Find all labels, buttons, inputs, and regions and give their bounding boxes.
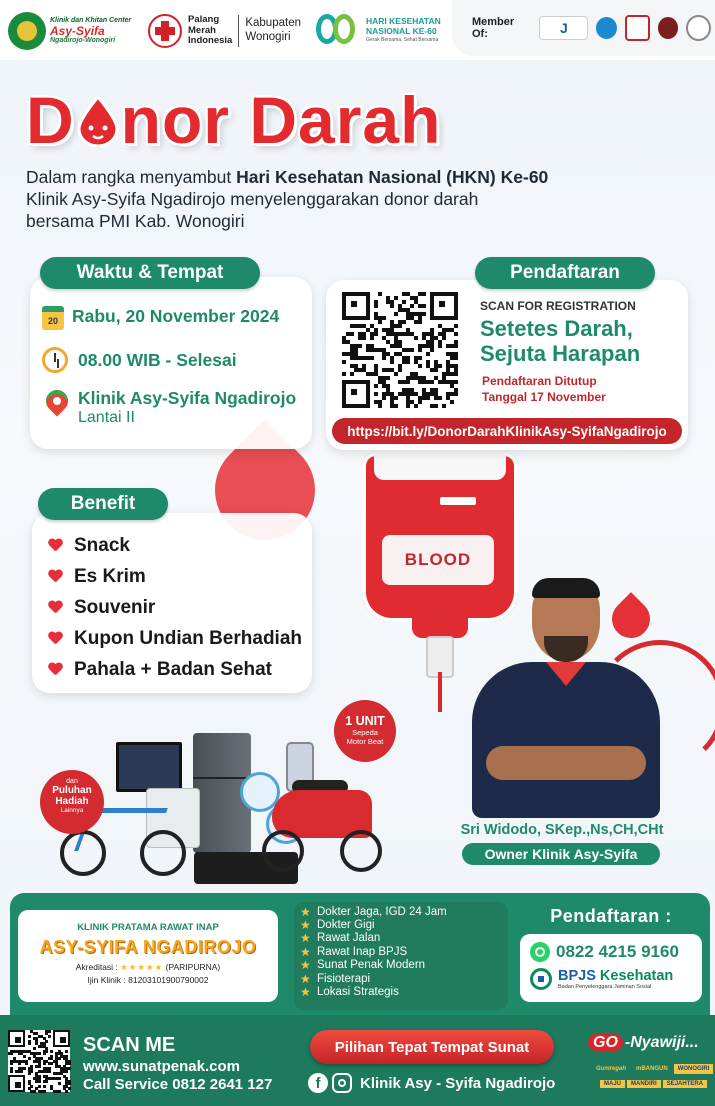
- bpjs-logo: [530, 968, 673, 990]
- divider: [238, 15, 239, 47]
- header-bar: [0, 0, 715, 60]
- gony-tag: SEJAHTERA: [663, 1080, 707, 1088]
- heart-icon: [48, 601, 62, 614]
- service-label: Dokter Gigi: [317, 919, 375, 932]
- hkn-60-logo: [316, 12, 441, 48]
- title-part1: D: [26, 83, 75, 157]
- calendar-icon: 20: [42, 306, 64, 330]
- television-prize-icon: [116, 742, 182, 792]
- benefit-heading: Benefit: [38, 488, 168, 520]
- time-row: [42, 347, 237, 373]
- list-item: [300, 932, 508, 945]
- star-icon: ★: [300, 958, 311, 973]
- klinik-logo-line1: Klinik dan Khitan Center: [50, 17, 132, 25]
- bpjs-icon: [530, 968, 552, 990]
- blood-tube-line: [438, 672, 442, 712]
- scan-me-label: SCAN ME: [83, 1034, 176, 1056]
- list-item: [300, 945, 508, 958]
- hkn-60-icon: [316, 12, 360, 48]
- instagram-icon: [332, 1073, 352, 1093]
- event-date: Rabu, 20 November 2024: [72, 306, 280, 326]
- motorbike-wheel-icon: [340, 830, 382, 872]
- service-label: Lokasi Strategis: [317, 986, 399, 999]
- alarm-clock-icon: [42, 347, 68, 373]
- unit-badge-line3: Motor Beat: [346, 737, 384, 746]
- list-item: [300, 972, 508, 985]
- event-floor: Lantai II: [78, 409, 135, 426]
- clinic-name-card: [18, 910, 278, 1002]
- benefit-label: Kupon Undian Berhadiah: [74, 627, 302, 649]
- heart-icon: [48, 570, 62, 583]
- nyawiji-label: -Nyawiji...: [624, 1034, 699, 1051]
- list-item: [48, 530, 302, 561]
- list-item: [300, 918, 508, 931]
- clinic-name: ASY-SYIFA NGADIROJO: [39, 937, 257, 957]
- service-label: Rawat Jalan: [317, 932, 381, 945]
- klinik-emblem-icon: [8, 12, 46, 50]
- blood-bag-neck: [412, 618, 468, 638]
- klinik-logo-line2: Asy-Syifa: [50, 23, 105, 38]
- footer-pendaftaran-title: Pendaftaran :: [550, 906, 672, 926]
- intro-text: [26, 166, 626, 232]
- puluhan-line3: Hadiah: [55, 796, 89, 807]
- service-label: Sunat Penak Modern: [317, 959, 426, 972]
- gony-tags: [600, 1080, 709, 1088]
- clinic-accreditation: [18, 962, 278, 973]
- star-icon: ★: [300, 918, 311, 933]
- gony-tag: MAJU: [600, 1080, 625, 1088]
- whatsapp-contact[interactable]: [530, 942, 679, 962]
- star-icon: ★: [300, 944, 311, 959]
- intro-line1-pre: Dalam rangka menyambut: [26, 167, 237, 187]
- star-icon: ★: [300, 931, 311, 946]
- facebook-icon: f: [308, 1073, 328, 1093]
- pmi-line1: Palang: [188, 14, 220, 26]
- gony-sub-2: mBANGUN: [636, 1066, 668, 1072]
- heart-icon: [48, 539, 62, 552]
- scan-registration-label: SCAN FOR REGISTRATION: [480, 299, 636, 313]
- bpjs-subtitle: Badan Penyelenggara Jaminan Sosial: [558, 984, 652, 990]
- akreditasi-value: (PARIPURNA): [165, 962, 221, 972]
- go-nyawiji-logo: [588, 1034, 699, 1052]
- hkn-line3: Gerak Bersama, Sehat Bersama: [366, 36, 439, 43]
- puluhan-line4: Lainnya: [60, 807, 84, 814]
- star-icon: ★: [300, 904, 311, 919]
- service-label: Fisioterapi: [317, 972, 371, 985]
- page-title: [26, 82, 441, 158]
- owner-role-badge: Owner Klinik Asy-Syifa: [462, 843, 660, 865]
- intro-line3: bersama PMI Kab. Wonogiri: [26, 211, 245, 232]
- waktu-tempat-heading: Waktu & Tempat: [40, 257, 260, 289]
- list-item: [48, 623, 302, 654]
- benefit-label: Snack: [74, 534, 130, 556]
- social-media-handle[interactable]: [308, 1073, 555, 1093]
- list-item: [48, 654, 302, 685]
- star-icon: ★: [300, 985, 311, 1000]
- list-item: [48, 592, 302, 623]
- benefit-label: Pahala + Badan Sehat: [74, 658, 272, 680]
- unit-badge-line1: 1 UNIT: [345, 714, 385, 728]
- hkn-line1: HARI KESEHATAN: [366, 16, 441, 27]
- place-row: [44, 388, 296, 427]
- gony-sub-1: Gumregah: [596, 1066, 627, 1072]
- heart-icon: [48, 663, 62, 676]
- member-of-label: Member Of:: [472, 16, 515, 40]
- kesehatan-label: Kesehatan: [599, 968, 674, 984]
- khitan-indonesia-icon: [625, 15, 650, 41]
- puluhan-line1: dan: [66, 778, 78, 785]
- services-list: [294, 902, 508, 1010]
- unit-badge-line2: Sepeda: [352, 728, 378, 737]
- benefit-list: [48, 530, 302, 685]
- heart-icon: [48, 632, 62, 645]
- benefit-label: Souvenir: [74, 596, 156, 618]
- red-cross-icon: [148, 14, 182, 48]
- event-place: Klinik Asy-Syifa Ngadirojo: [78, 388, 297, 408]
- scan-me-qr-code[interactable]: [8, 1030, 70, 1092]
- pilihan-tepat-banner: Pilihan Tepat Tempat Sunat: [310, 1030, 554, 1064]
- event-time: 08.00 WIB - Selesai: [78, 350, 237, 370]
- tagline-line1: Setetes Darah,: [480, 316, 633, 341]
- benefit-label: Es Krim: [74, 565, 146, 587]
- intro-line2: Klinik Asy-Syifa Ngadirojo menyelenggarakan donor darah: [26, 189, 479, 210]
- date-row: [42, 306, 279, 330]
- clinic-license: Ijin Klinik : 81203101900790002: [87, 975, 209, 985]
- hkn-line2: NASIONAL KE-60: [366, 26, 437, 36]
- phone-number: 0822 4215 9160: [556, 942, 679, 961]
- call-service[interactable]: Call Service 0812 2641 127: [83, 1076, 273, 1093]
- pmi-line2: Merah: [188, 24, 216, 36]
- akreditasi-label: Akreditasi :: [75, 962, 118, 972]
- contact-card: [520, 934, 702, 1002]
- bicycle-wheel-icon: [140, 830, 186, 876]
- owner-photo: [472, 578, 662, 818]
- blood-drop-o-icon: [75, 82, 121, 158]
- jaringan-sunat-icon: J: [539, 16, 588, 40]
- accreditation-stars-icon: ★★★★★: [120, 962, 164, 972]
- pendaftaran-heading: Pendaftaran: [475, 257, 655, 289]
- title-part2: nor Darah: [120, 83, 442, 157]
- blood-bag-slot: [440, 497, 476, 505]
- go-label: GO: [588, 1034, 623, 1051]
- puluhan-line2: Puluhan: [52, 785, 92, 796]
- more-prizes-badge: [40, 770, 104, 834]
- klinik-asy-syifa-logo: [8, 6, 140, 56]
- intro-line1-bold: Hari Kesehatan Nasional (HKN) Ke-60: [236, 167, 549, 187]
- owner-name: Sri Widodo, SKep.,Ns,CH,CHt: [460, 822, 664, 838]
- registration-closed-note: [482, 374, 606, 405]
- registration-qr-code[interactable]: [342, 292, 458, 408]
- closed-line2: Tanggal 17 November: [482, 389, 606, 404]
- kabupaten-line1: Kabupaten: [245, 17, 301, 30]
- service-label: Dokter Jaga, IGD 24 Jam: [317, 905, 447, 918]
- motorbike-wheel-icon: [262, 830, 304, 872]
- social-handle-label: Klinik Asy - Syifa Ngadirojo: [360, 1074, 556, 1092]
- list-item: [300, 959, 508, 972]
- gony-sub-3: WONOGIRI: [674, 1064, 714, 1074]
- service-label: Rawat Inap BPJS: [317, 945, 408, 958]
- whatsapp-icon: [530, 942, 550, 962]
- pmi-logo: [148, 14, 301, 48]
- association-icon: [686, 15, 711, 41]
- kabupaten-line2: Wonogiri: [245, 31, 291, 43]
- list-item: [48, 561, 302, 592]
- gony-subline: [592, 1064, 715, 1074]
- gony-tag: MANDIRI: [627, 1080, 661, 1088]
- member-of-panel: [452, 0, 715, 56]
- star-icon: ★: [300, 971, 311, 986]
- pmi-line3: Indonesia: [188, 35, 233, 47]
- blood-bag-label: BLOOD: [382, 535, 494, 585]
- bicycle-wheel-icon: [60, 830, 106, 876]
- tagline-line2: Sejuta Harapan: [480, 341, 641, 367]
- map-pin-icon: [41, 385, 72, 416]
- tagline: [480, 316, 640, 367]
- khitan-member-icon: [596, 17, 617, 39]
- clinic-type: KLINIK PRATAMA RAWAT INAP: [77, 922, 219, 933]
- list-item: [300, 905, 508, 918]
- ihc-icon: [658, 17, 679, 39]
- list-item: [300, 985, 508, 998]
- website-link[interactable]: www.sunatpenak.com: [83, 1058, 240, 1075]
- bpjs-label: BPJS: [558, 968, 600, 984]
- klinik-logo-line3: Ngadirojo-Wonogiri: [50, 37, 116, 45]
- registration-url-link[interactable]: https://bit.ly/DonorDarahKlinikAsy-SyifaNgadirojo: [332, 418, 682, 444]
- one-unit-badge: [334, 700, 396, 762]
- closed-line1: Pendaftaran Ditutup: [482, 374, 597, 388]
